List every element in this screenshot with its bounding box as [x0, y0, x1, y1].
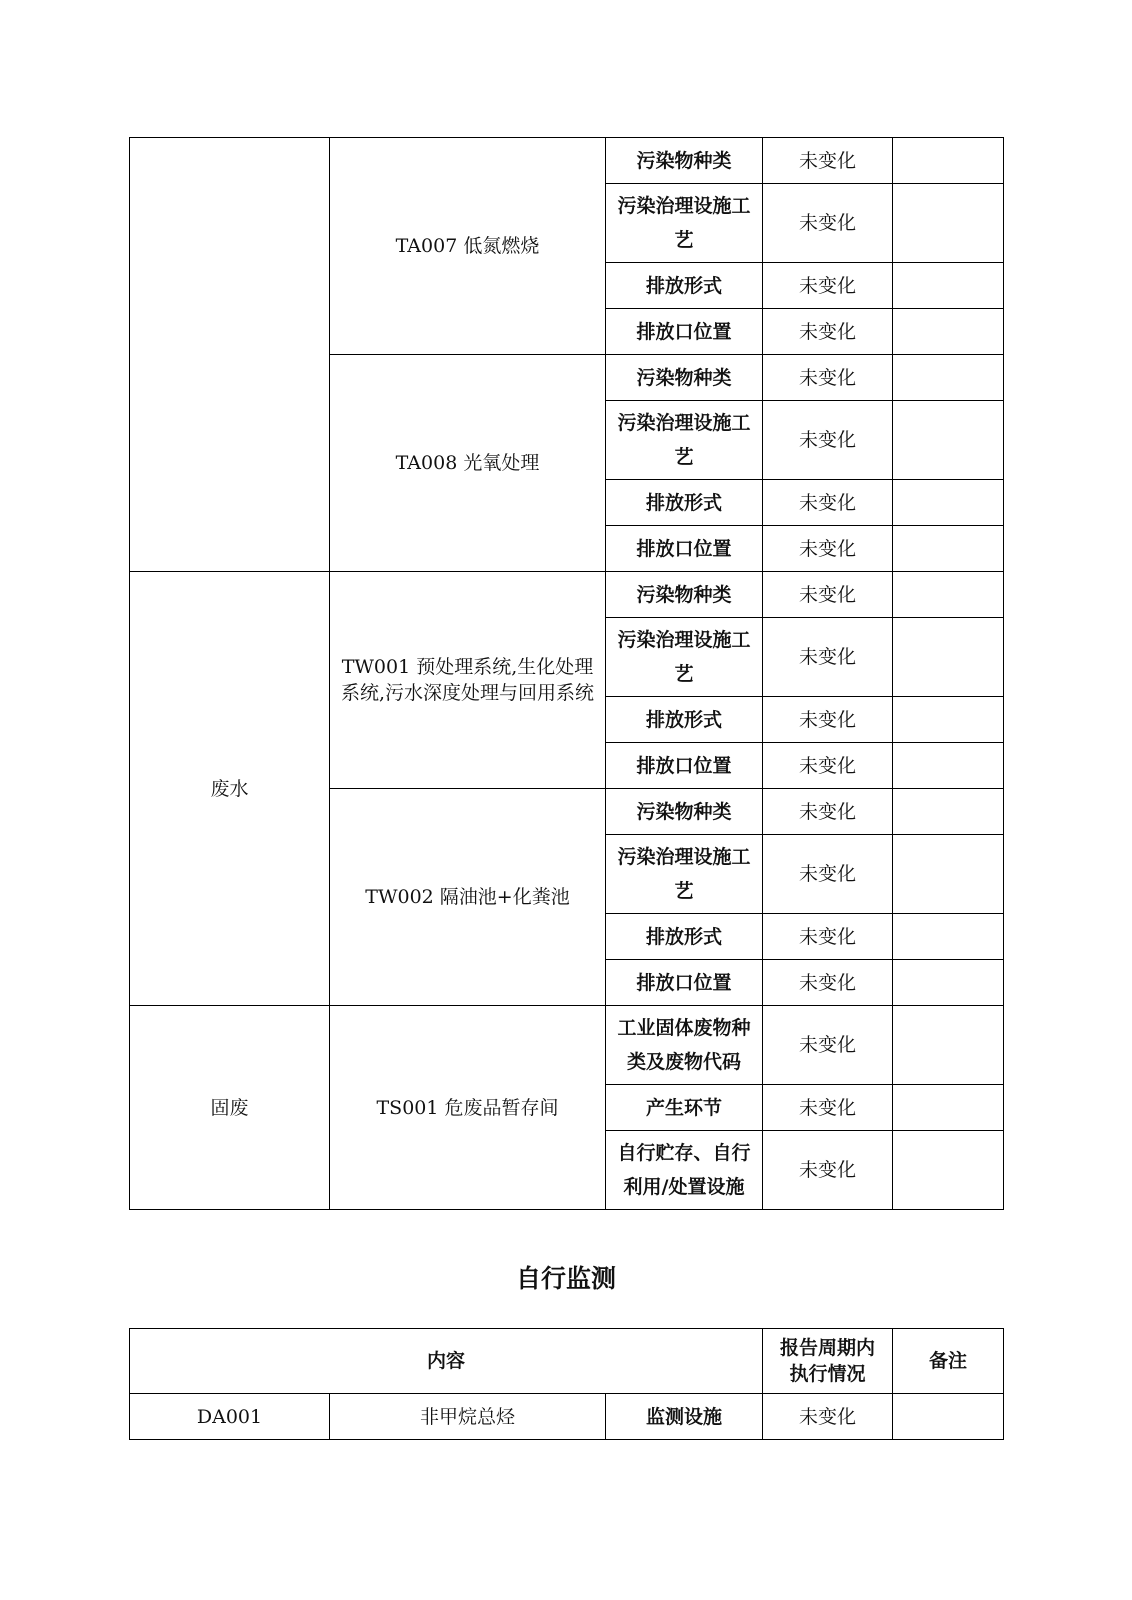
facility-cell: TW002 隔油池+化粪池	[330, 789, 606, 1006]
status-cell: 未变化	[763, 1131, 893, 1210]
category-cell-wastewater: 废水	[130, 572, 330, 1006]
item-cell: 排放形式	[606, 914, 763, 960]
item-cell: 污染治理设施工艺	[606, 184, 763, 263]
status-cell: 未变化	[763, 263, 893, 309]
header-status: 报告周期内执行情况	[763, 1329, 893, 1394]
status-cell: 未变化	[763, 960, 893, 1006]
remark-cell	[893, 355, 1004, 401]
remark-cell	[893, 526, 1004, 572]
item-cell: 污染治理设施工艺	[606, 618, 763, 697]
status-cell: 未变化	[763, 1085, 893, 1131]
remark-cell	[893, 914, 1004, 960]
table-header-row	[130, 1329, 1004, 1394]
remark-cell	[893, 572, 1004, 618]
status-cell: 未变化	[763, 309, 893, 355]
facility-cell: TA008 光氧处理	[330, 355, 606, 572]
remark-cell	[893, 138, 1004, 184]
table-row	[130, 138, 1004, 184]
status-cell: 未变化	[763, 914, 893, 960]
table-row	[130, 1394, 1004, 1440]
status-cell: 未变化	[763, 618, 893, 697]
status-cell: 未变化	[763, 526, 893, 572]
item-cell: 排放形式	[606, 480, 763, 526]
remark-cell	[893, 835, 1004, 914]
item-cell: 污染治理设施工艺	[606, 401, 763, 480]
item-cell: 排放口位置	[606, 743, 763, 789]
remark-cell	[893, 618, 1004, 697]
header-remark: 备注	[893, 1329, 1004, 1394]
status-cell: 未变化	[763, 697, 893, 743]
table-row	[130, 1006, 1004, 1085]
item-cell: 污染物种类	[606, 572, 763, 618]
status-cell: 未变化	[763, 401, 893, 480]
category-cell-solid-waste: 固废	[130, 1006, 330, 1210]
remark-cell	[893, 309, 1004, 355]
monitoring-table	[129, 1328, 1004, 1440]
facility-cell: TW001 预处理系统,生化处理系统,污水深度处理与回用系统	[330, 572, 606, 789]
remark-cell	[893, 697, 1004, 743]
status-cell: 未变化	[763, 1394, 893, 1440]
status-cell: 未变化	[763, 355, 893, 401]
facility-cell: TA007 低氮燃烧	[330, 138, 606, 355]
item-cell: 污染物种类	[606, 789, 763, 835]
header-content: 内容	[130, 1329, 763, 1394]
section-title: 自行监测	[515, 1264, 616, 1293]
category-cell-empty	[130, 138, 330, 572]
remark-cell	[893, 743, 1004, 789]
status-cell: 未变化	[763, 743, 893, 789]
remark-cell	[893, 480, 1004, 526]
monitor-pollutant-cell: 非甲烷总烃	[330, 1394, 606, 1440]
remark-cell	[893, 401, 1004, 480]
item-cell: 排放口位置	[606, 526, 763, 572]
item-cell: 污染治理设施工艺	[606, 835, 763, 914]
item-cell: 排放口位置	[606, 960, 763, 1006]
table-row	[130, 572, 1004, 618]
remark-cell	[893, 1394, 1004, 1440]
remark-cell	[893, 1085, 1004, 1131]
status-cell: 未变化	[763, 835, 893, 914]
monitor-code-cell: DA001	[130, 1394, 330, 1440]
item-cell: 排放形式	[606, 697, 763, 743]
status-cell: 未变化	[763, 184, 893, 263]
remark-cell	[893, 1131, 1004, 1210]
remark-cell	[893, 960, 1004, 1006]
facility-cell: TS001 危废品暂存间	[330, 1006, 606, 1210]
item-cell: 排放形式	[606, 263, 763, 309]
remark-cell	[893, 789, 1004, 835]
change-status-table	[129, 137, 1004, 1210]
item-cell: 监测设施	[606, 1394, 763, 1440]
item-cell: 工业固体废物种类及废物代码	[606, 1006, 763, 1085]
remark-cell	[893, 1006, 1004, 1085]
remark-cell	[893, 263, 1004, 309]
item-cell: 产生环节	[606, 1085, 763, 1131]
status-cell: 未变化	[763, 1006, 893, 1085]
item-cell: 排放口位置	[606, 309, 763, 355]
item-cell: 自行贮存、自行利用/处置设施	[606, 1131, 763, 1210]
item-cell: 污染物种类	[606, 138, 763, 184]
status-cell: 未变化	[763, 480, 893, 526]
status-cell: 未变化	[763, 138, 893, 184]
status-cell: 未变化	[763, 789, 893, 835]
item-cell: 污染物种类	[606, 355, 763, 401]
remark-cell	[893, 184, 1004, 263]
status-cell: 未变化	[763, 572, 893, 618]
